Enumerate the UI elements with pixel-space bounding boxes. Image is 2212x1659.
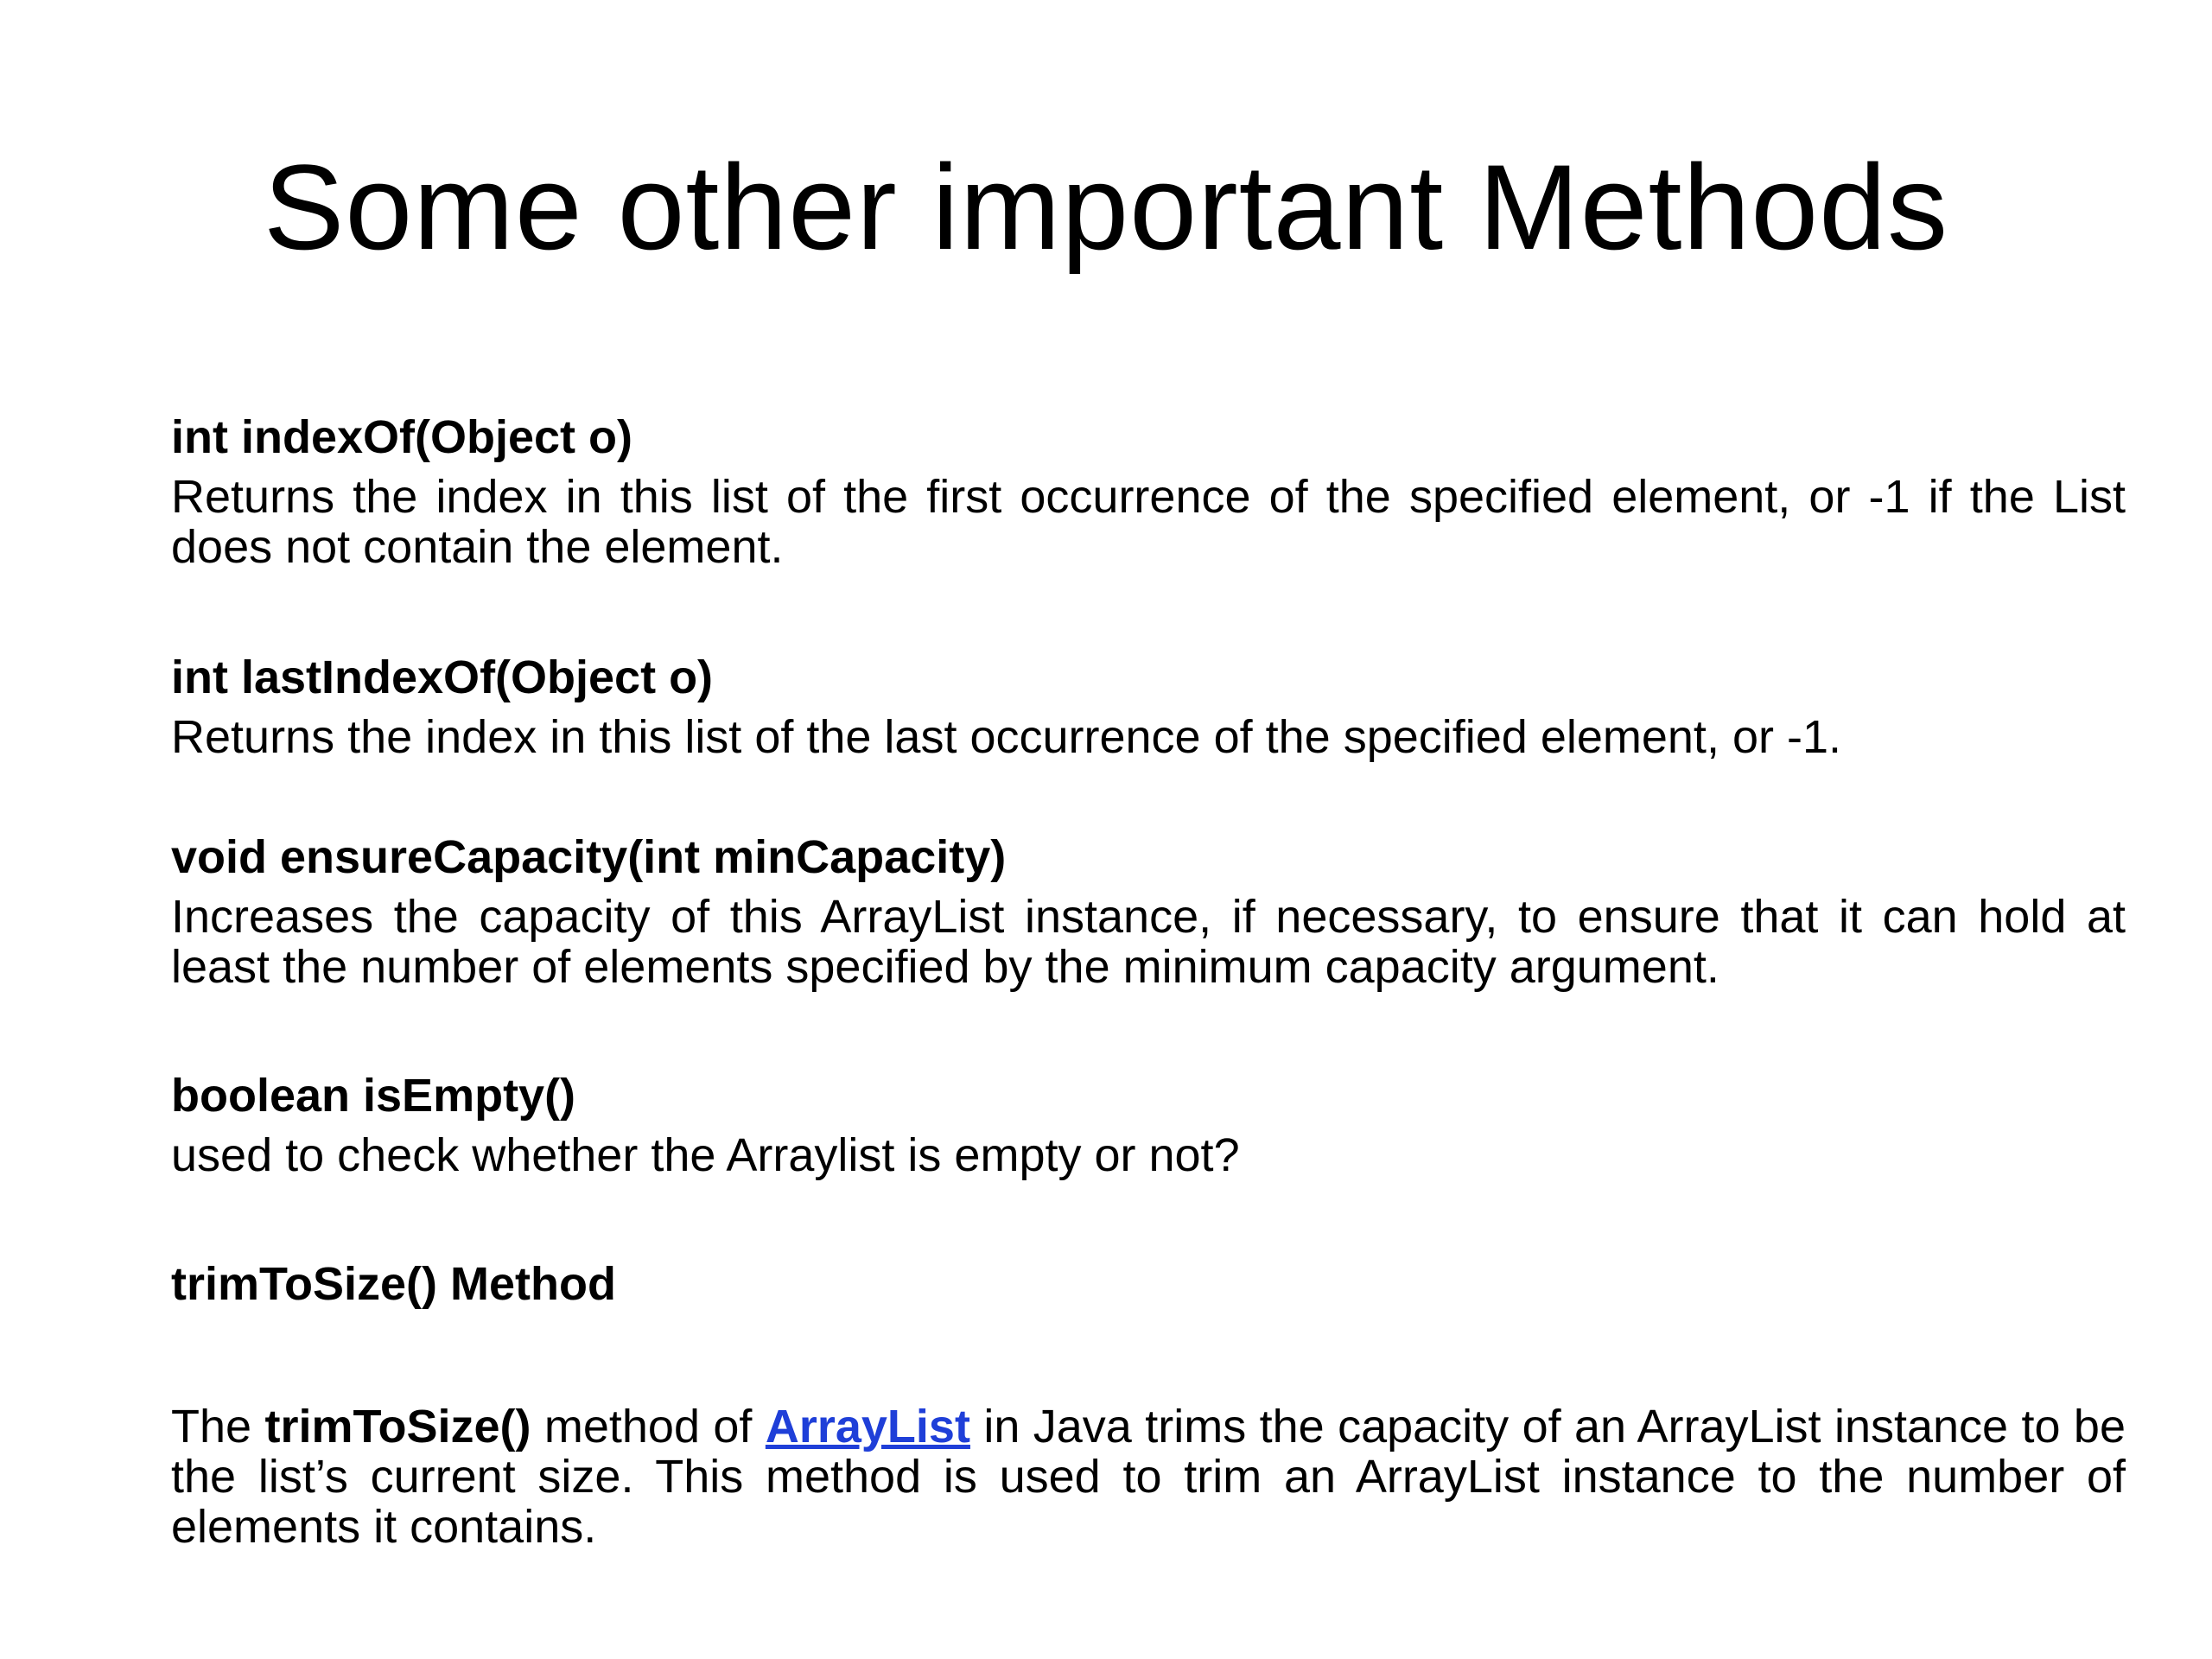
method-signature: int lastIndexOf(Object o) (171, 652, 714, 703)
method-ensure-capacity (171, 826, 2126, 992)
trim-para-middle: method of (531, 1401, 766, 1452)
method-signature: boolean isEmpty() (171, 1070, 576, 1122)
method-last-index-of (171, 646, 2126, 762)
method-description: Returns the index in this list of the last occurrence of the specified element, or -1. (171, 711, 1841, 763)
trim-to-size-paragraph (171, 1402, 2126, 1552)
method-description: Returns the index in this list of the first occurrence of the specified element, or -1 if the List does not contain the element. (171, 471, 2126, 573)
trim-para-prefix: The (171, 1401, 265, 1452)
method-description: Increases the capacity of this ArrayList instance, if necessary, to ensure that it can hold at least the number of elements specified by the minimum capacity argument. (171, 891, 2126, 993)
arraylist-link[interactable]: ArrayList (765, 1401, 970, 1452)
slide-content (171, 406, 2126, 1552)
method-signature: trimToSize() Method (171, 1258, 616, 1310)
method-index-of (171, 406, 2126, 572)
trim-para-method-name: trimToSize() (264, 1401, 531, 1452)
slide-title: Some other important Methods (263, 139, 1949, 275)
method-description: used to check whether the Arraylist is empty or not? (171, 1129, 1240, 1181)
method-trim-to-size (171, 1253, 2126, 1315)
method-is-empty (171, 1065, 2126, 1180)
method-signature: int indexOf(Object o) (171, 411, 632, 463)
trim-para-suffix: in Java trims the capacity of an ArrayList instance to be the list’s current size. This method is used to trim an ArrayList instance to the number of elements it contains. (171, 1401, 2126, 1553)
method-signature: void ensureCapacity(int minCapacity) (171, 831, 1007, 883)
